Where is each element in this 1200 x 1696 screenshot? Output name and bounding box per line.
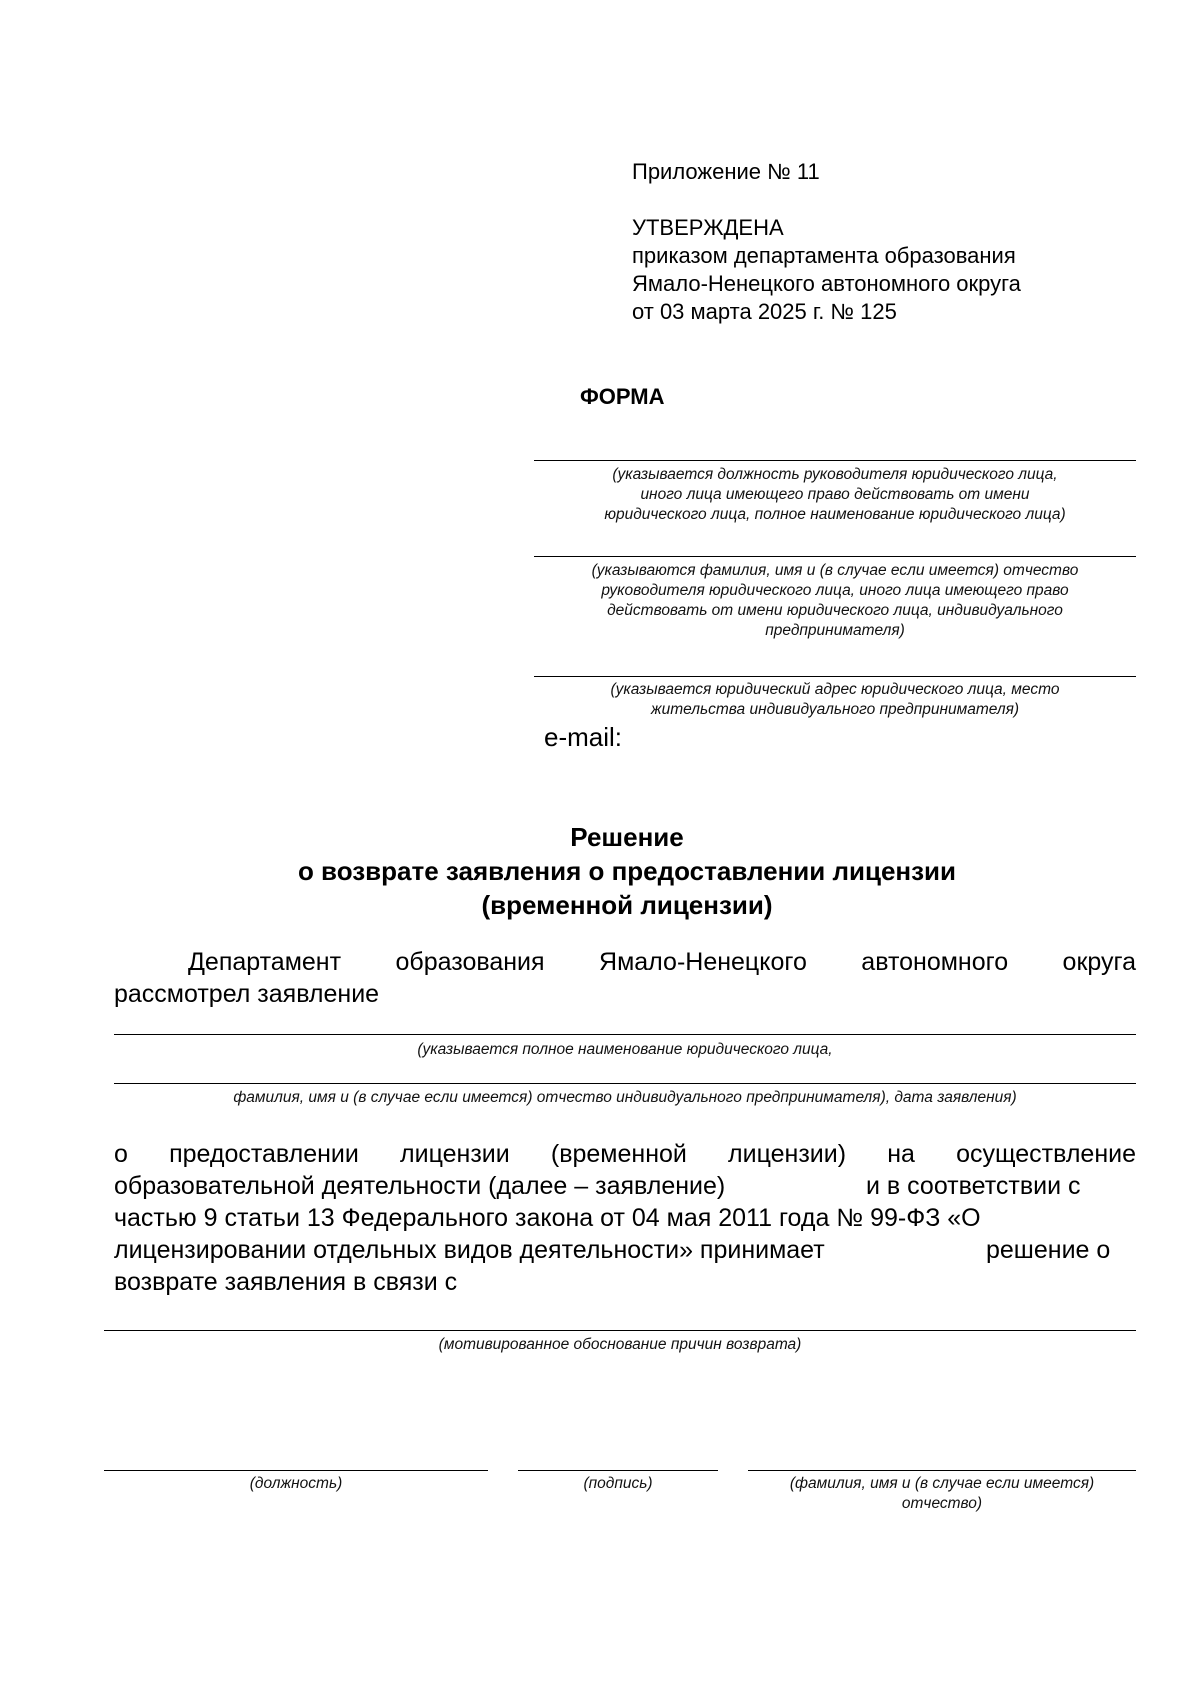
paragraph-main-line1: о предоставлении лицензии (временной лицензии) на осуществление xyxy=(114,1140,1136,1168)
hint-line: руководителя юридического лица, иного лица имеющего право xyxy=(601,582,1069,599)
approved-order-line3: от 03 марта 2025 г. № 125 xyxy=(632,299,897,324)
addressee-position-line xyxy=(534,460,1136,461)
paragraph-intro-line1: Департамент образования Ямало-Ненецкого автономного округа xyxy=(188,948,1136,976)
paragraph-main-line2a: образовательной деятельности (далее – заявление) xyxy=(114,1172,726,1200)
addressee-name-line xyxy=(534,556,1136,557)
paragraph-main-line3: частью 9 статьи 13 Федерального закона от 04 мая 2011 года № 99-ФЗ «О xyxy=(114,1204,981,1232)
paragraph-main-line5: возврате заявления в связи с xyxy=(114,1268,458,1296)
approved-order-line2: Ямало-Ненецкого автономного округа xyxy=(632,271,1021,296)
applicant-line-1 xyxy=(114,1034,1136,1035)
signature-name-hint xyxy=(748,1474,1136,1514)
addressee-address-line xyxy=(534,676,1136,677)
hint-line: (указывается должность руководителя юридического лица, xyxy=(612,466,1058,483)
addressee-position-hint xyxy=(534,465,1136,525)
signature-position-line xyxy=(104,1470,488,1471)
document-title xyxy=(100,820,1154,922)
email-label: e-mail: xyxy=(544,722,623,752)
title-line: (временной лицензии) xyxy=(481,890,773,920)
applicant-hint-1: (указывается полное наименование юридического лица, xyxy=(417,1041,833,1058)
hint-line: жительства индивидуального предпринимателя) xyxy=(650,701,1020,718)
appendix-number: Приложение № 11 xyxy=(632,159,820,184)
paragraph-main-line4b: решение о xyxy=(986,1236,1111,1264)
signature-name-line xyxy=(748,1470,1136,1471)
hint-line: (фамилия, имя и (в случае если имеется) xyxy=(789,1475,1095,1492)
signature-position-hint: (должность) xyxy=(249,1475,343,1492)
approved-label: УТВЕРЖДЕНА xyxy=(632,215,784,240)
applicant-line-2 xyxy=(114,1083,1136,1084)
reason-hint: (мотивированное обоснование причин возврата) xyxy=(438,1336,802,1353)
signature-sign-line xyxy=(518,1470,718,1471)
hint-line: (указываются фамилия, имя и (в случае если имеется) отчество xyxy=(591,562,1079,579)
reason-line xyxy=(104,1330,1136,1331)
paragraph-main-line4a: лицензировании отдельных видов деятельности» принимает xyxy=(114,1236,825,1264)
form-label: ФОРМА xyxy=(580,384,665,409)
applicant-hint-2: фамилия, имя и (в случае если имеется) отчество индивидуального предпринимателя), дата заявления) xyxy=(233,1089,1017,1106)
hint-line: действовать от имени юридического лица, индивидуального xyxy=(607,602,1063,619)
addressee-address-hint xyxy=(534,680,1136,720)
addressee-name-hint xyxy=(534,561,1136,641)
signature-sign-hint: (подпись) xyxy=(583,1475,653,1492)
title-line: о возврате заявления о предоставлении лицензии xyxy=(297,856,957,886)
paragraph-intro-line2: рассмотрел заявление xyxy=(114,980,380,1008)
hint-line: (указывается юридический адрес юридического лица, место xyxy=(610,681,1060,698)
approved-order-line1: приказом департамента образования xyxy=(632,243,1016,268)
title-line: Решение xyxy=(570,822,684,852)
hint-line: предпринимателя) xyxy=(765,622,905,639)
paragraph-main-line2b: и в соответствии с xyxy=(866,1172,1081,1200)
hint-line: отчество) xyxy=(901,1495,983,1512)
hint-line: юридического лица, полное наименование юридического лица) xyxy=(604,506,1066,523)
hint-line: иного лица имеющего право действовать от имени xyxy=(640,486,1030,503)
